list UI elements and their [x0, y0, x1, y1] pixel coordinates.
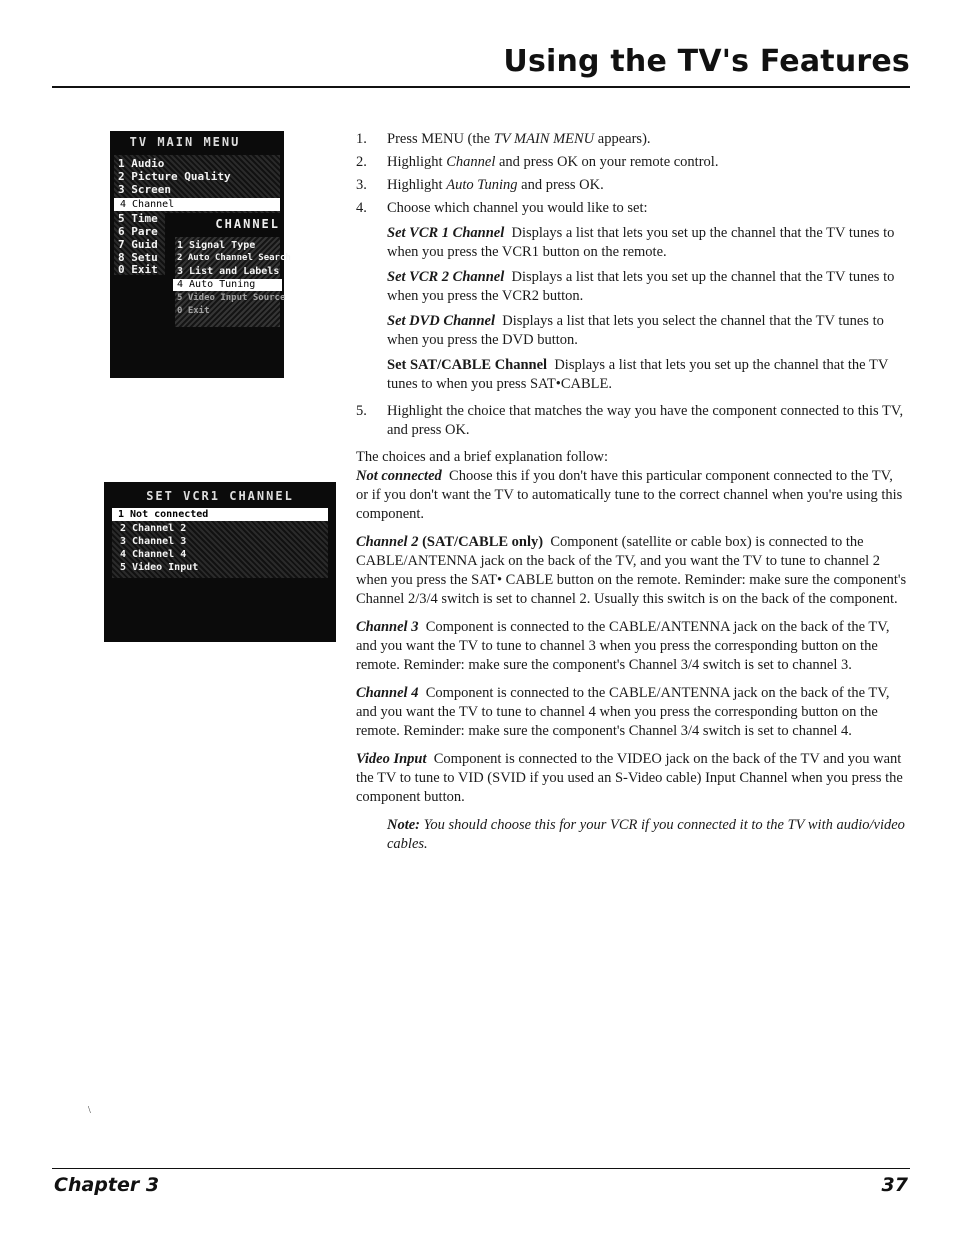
menu-item-screen: 3 Screen: [118, 183, 171, 196]
vcr1-menu-title: SET VCR1 CHANNEL: [146, 489, 294, 503]
menu-item-setup: 8 Setu: [118, 251, 158, 264]
submenu-item-signal-type: 1 Signal Type: [177, 240, 256, 251]
choice-channel-3: Channel 3 Component is connected to the CABLE/ANTENNA jack on the back of the TV, and you want the TV to tune to channel 3 when you press the corresponding button on the remote. Reminder: make sure the component's Channel 3/4 switch is set to channel 3.: [356, 619, 890, 673]
choice-video-input: Video Input Component is connected to the VIDEO jack on the back of the TV and you want the TV to tune to VID (SVID if you used an S-Video cable) Input Channel when you press the component button.: [356, 751, 903, 805]
vcr1-menu-list: [112, 508, 328, 578]
page-title: Using the TV's Features: [503, 44, 910, 79]
instructions-column: [356, 130, 908, 854]
definition-set-dvd: Set DVD Channel Displays a list that lets you select the channel that the TV tunes to when you press the DVD button.: [387, 313, 884, 348]
chapter-label: Chapter 3: [54, 1174, 160, 1196]
choice-channel-4: Channel 4 Component is connected to the CABLE/ANTENNA jack on the back of the TV, and you want the TV to tune to channel 4 when you press the corresponding button on the remote. Reminder: make sure the component's Channel 3/4 switch is set to channel 4.: [356, 685, 890, 739]
submenu-item-list-and-labels: 3 List and Labels: [177, 266, 280, 277]
vcr1-item-channel-3: 3 Channel 3: [120, 536, 187, 547]
menu-item-audio: 1 Audio: [118, 157, 165, 170]
footer-rule: [52, 1168, 910, 1169]
menu-item-exit: 0 Exit: [118, 263, 158, 276]
submenu-item-auto-tuning-selected: 4 Auto Tuning: [173, 279, 282, 291]
stray-mark: \: [88, 1105, 91, 1116]
definition-set-vcr2: Set VCR 2 Channel Displays a list that lets you set up the channel that the TV tunes to when you press the VCR2 button.: [387, 269, 895, 304]
channel-submenu: [165, 213, 291, 378]
menu-item-picture-quality: 2 Picture Quality: [118, 170, 231, 183]
tv-main-menu-title: TV MAIN MENU: [129, 135, 241, 149]
definition-set-sat-cable: Set SAT/CABLE Channel Displays a list that lets you set up the channel that the TV tunes to when you press SAT•CABLE.: [387, 357, 889, 392]
submenu-item-exit: 0 Exit: [177, 306, 210, 316]
choice-not-connected: Not connected Choose this if you don't have this particular component connected to the TV, or if you don't want the TV to automatically tune to the correct channel when you're using this component.: [356, 468, 903, 522]
header-rule: [52, 86, 910, 88]
step-1: 1. Press MENU (the TV MAIN MENU appears).: [356, 131, 651, 147]
step-2: 2. Highlight Channel and press OK on your remote control.: [356, 154, 719, 170]
vcr1-item-video-input: 5 Video Input: [120, 562, 199, 573]
channel-submenu-title: CHANNEL: [215, 217, 280, 231]
step-3: 3. Highlight Auto Tuning and press OK.: [356, 177, 604, 193]
choice-channel-2: Channel 2 (SAT/CABLE only) Component (satellite or cable box) is connected to the CABLE/ANTENNA jack on the back of the TV, and you want the TV to tune to channel 2 when you press the SAT• CABLE button on the remote. Reminder: make sure the component's Channel 2/3/4 switch is set to channel 2. Usually this switch is on the back of the component.: [356, 534, 907, 607]
vcr1-item-channel-4: 4 Channel 4: [120, 549, 187, 560]
choices-intro: The choices and a brief explanation follow:: [356, 449, 609, 465]
definition-set-vcr1: Set VCR 1 Channel Displays a list that lets you set up the channel that the TV tunes to when you press the VCR1 button on the remote.: [387, 225, 895, 260]
tv-vcr1-channel-screenshot: [104, 482, 336, 642]
submenu-item-video-input-source: 5 Video Input Source: [177, 293, 286, 303]
step-5: 5. Highlight the choice that matches the way you have the component connected to this TV, and press OK.: [356, 403, 904, 438]
page-number: 37: [881, 1174, 908, 1196]
step-4: 4. Choose which channel you would like to set:: [356, 200, 648, 216]
menu-item-time: 5 Time: [118, 212, 158, 225]
vcr1-item-channel-2: 2 Channel 2: [120, 523, 187, 534]
channel-submenu-list: [175, 237, 291, 327]
menu-item-parental: 6 Pare: [118, 225, 158, 238]
submenu-item-auto-channel-search: 2 Auto Channel Search: [177, 253, 291, 263]
note: Note: You should choose this for your VCR if you connected it to the TV with audio/video cables.: [387, 817, 905, 852]
menu-item-guide: 7 Guid: [118, 238, 158, 251]
vcr1-item-not-connected-selected: 1 Not connected: [112, 508, 328, 521]
tv-main-menu-screenshot: [110, 131, 291, 378]
menu-item-channel-selected: 4 Channel: [114, 198, 280, 211]
